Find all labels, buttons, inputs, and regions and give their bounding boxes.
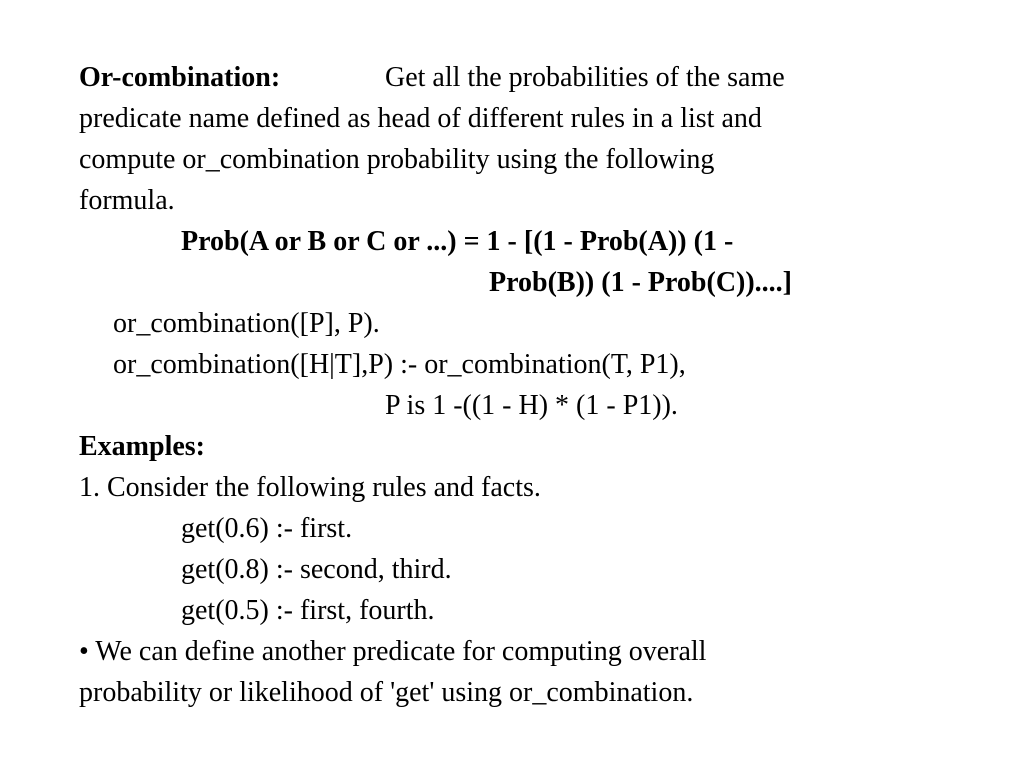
formula-line-1: Prob(A or B or C or ...) = 1 - [(1 - Prob(A)) (1 - bbox=[181, 226, 734, 257]
intro-line-4: formula. bbox=[79, 185, 175, 216]
code-line-2: or_combination([H|T],P) :- or_combination(T, P1), bbox=[113, 349, 686, 380]
bullet-line-1: • We can define another predicate for computing overall bbox=[79, 636, 707, 667]
examples-heading: Examples: bbox=[79, 431, 205, 462]
formula-line-2: Prob(B)) (1 - Prob(C))....] bbox=[489, 267, 793, 298]
or-combination-heading: Or-combination: bbox=[79, 62, 281, 93]
example-item-1: 1. Consider the following rules and facts. bbox=[79, 472, 541, 503]
intro-line-3: compute or_combination probability using the following bbox=[79, 144, 715, 175]
intro-line-2: predicate name defined as head of different rules in a list and bbox=[79, 103, 762, 134]
intro-line-1-text: Get all the probabilities of the same bbox=[385, 62, 785, 93]
rule-line: get(0.8) :- second, third. bbox=[181, 554, 452, 585]
code-line-1: or_combination([P], P). bbox=[113, 308, 380, 339]
intro-line-1 bbox=[79, 61, 280, 95]
rule-line: get(0.6) :- first. bbox=[181, 513, 353, 544]
code-line-3: P is 1 -((1 - H) * (1 - P1)). bbox=[385, 390, 678, 421]
rule-line: get(0.5) :- first, fourth. bbox=[181, 595, 435, 626]
bullet-line-2: probability or likelihood of 'get' using or_combination. bbox=[79, 677, 694, 708]
